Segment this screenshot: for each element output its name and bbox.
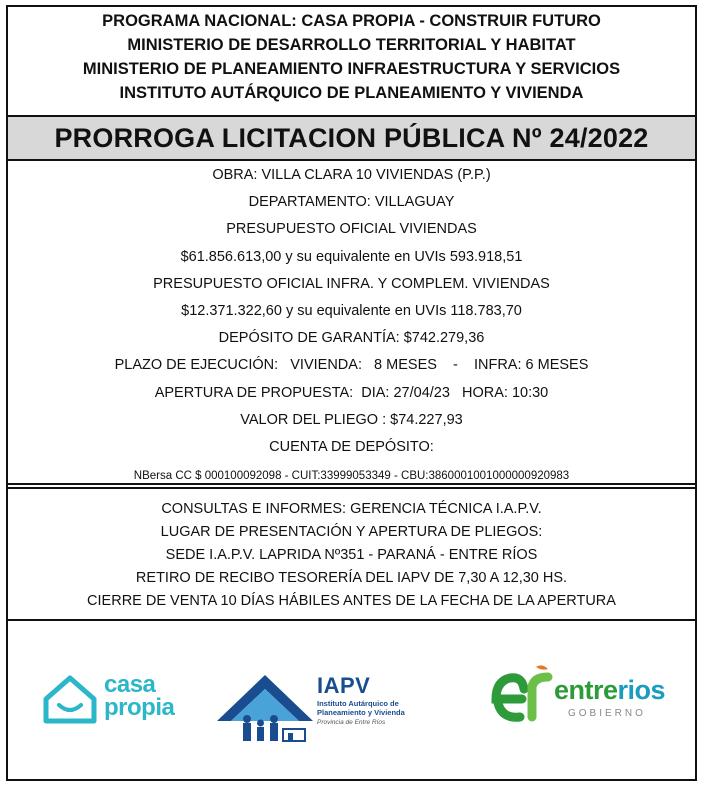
presupuesto-infra-value: $12.371.322,60 y su equivalente en UVIs 118.783,70	[181, 302, 522, 319]
casa-propia-wordmark	[104, 673, 174, 719]
lugar-line: LUGAR DE PRESENTACIÓN Y APERTURA DE PLIEGOS:	[160, 524, 543, 540]
propia-word: propia	[104, 694, 175, 721]
info-block	[8, 487, 695, 621]
notice-frame	[6, 5, 697, 781]
header-block	[8, 7, 695, 115]
consultas-line: CONSULTAS E INFORMES: GERENCIA TÉCNICA I.A.P.V.	[161, 501, 542, 517]
iapv-roof-icon	[213, 667, 317, 751]
entrerios-wordmark	[554, 675, 665, 706]
apertura-line: APERTURA DE PROPUESTA: DIA: 27/04/23 HORA: 10:30	[154, 384, 549, 401]
presupuesto-viviendas-label: PRESUPUESTO OFICIAL VIVIENDAS	[226, 221, 477, 238]
tender-banner	[8, 115, 695, 161]
iapv-sub-line1: Instituto Autárquico de	[317, 699, 399, 708]
sede-line: SEDE I.A.P.V. LAPRIDA Nº351 - PARANÁ - ENTRE RÍOS	[165, 547, 538, 563]
cuenta-deposito-label: CUENTA DE DEPÓSITO:	[269, 438, 434, 455]
departamento-line: DEPARTAMENTO: VILLAGUAY	[248, 194, 455, 211]
retiro-line: RETIRO DE RECIBO TESORERÍA DEL IAPV DE 7,30 A 12,30 HS.	[135, 570, 568, 586]
casa-propia-logo	[40, 671, 190, 727]
cierre-line: CIERRE DE VENTA 10 DÍAS HÁBILES ANTES DE LA FECHA DE LA APERTURA	[87, 593, 616, 609]
er-monogram-icon	[486, 661, 556, 725]
house-smile-icon	[40, 671, 100, 727]
deposito-garantia-line: DEPÓSITO DE GARANTÍA: $742.279,36	[218, 330, 485, 347]
iapv-logo	[213, 667, 443, 751]
iapv-subtitle	[317, 700, 405, 717]
obra-line: OBRA: VILLA CLARA 10 VIVIENDAS (P.P.)	[212, 167, 491, 183]
gobierno-label: GOBIERNO	[568, 708, 646, 719]
entrerios-logo	[486, 661, 686, 731]
iapv-sub-line2: Planeamiento y Vivienda	[317, 707, 405, 717]
ministry-desarrollo: MINISTERIO DE DESARROLLO TERRITORIAL Y HABITAT	[127, 36, 576, 54]
casa-word: casa	[104, 671, 156, 698]
presupuesto-infra-label: PRESUPUESTO OFICIAL INFRA. Y COMPLEM. VIVIENDAS	[153, 275, 550, 292]
cuenta-deposito-value: NBersa CC $ 000100092098 - CUIT:33999053349 - CBU:3860001001000000920983	[133, 470, 570, 483]
ministry-planeamiento: MINISTERIO DE PLANEAMIENTO INFRAESTRUCTURA Y SERVICIOS	[82, 60, 621, 78]
entre-word: entre	[554, 675, 618, 705]
institute-name: INSTITUTO AUTÁRQUICO DE PLANEAMIENTO Y VIVIENDA	[119, 84, 584, 102]
iapv-province: Provincia de Entre Ríos	[317, 719, 386, 726]
details-block	[8, 161, 695, 485]
valor-pliego-line: VALOR DEL PLIEGO : $74.227,93	[240, 411, 463, 428]
tender-title: PRORROGA LICITACION PÚBLICA Nº 24/2022	[54, 123, 649, 153]
program-title: PROGRAMA NACIONAL: CASA PROPIA - CONSTRUIR FUTURO	[102, 12, 601, 30]
plazo-ejecucion-line: PLAZO DE EJECUCIÓN: VIVIENDA: 8 MESES - INFRA: 6 MESES	[114, 357, 589, 374]
rios-word: rios	[617, 675, 666, 705]
iapv-title: IAPV	[317, 673, 371, 698]
presupuesto-viviendas-value: $61.856.613,00 y su equivalente en UVIs 593.918,51	[180, 248, 523, 265]
logos-row	[8, 621, 695, 781]
